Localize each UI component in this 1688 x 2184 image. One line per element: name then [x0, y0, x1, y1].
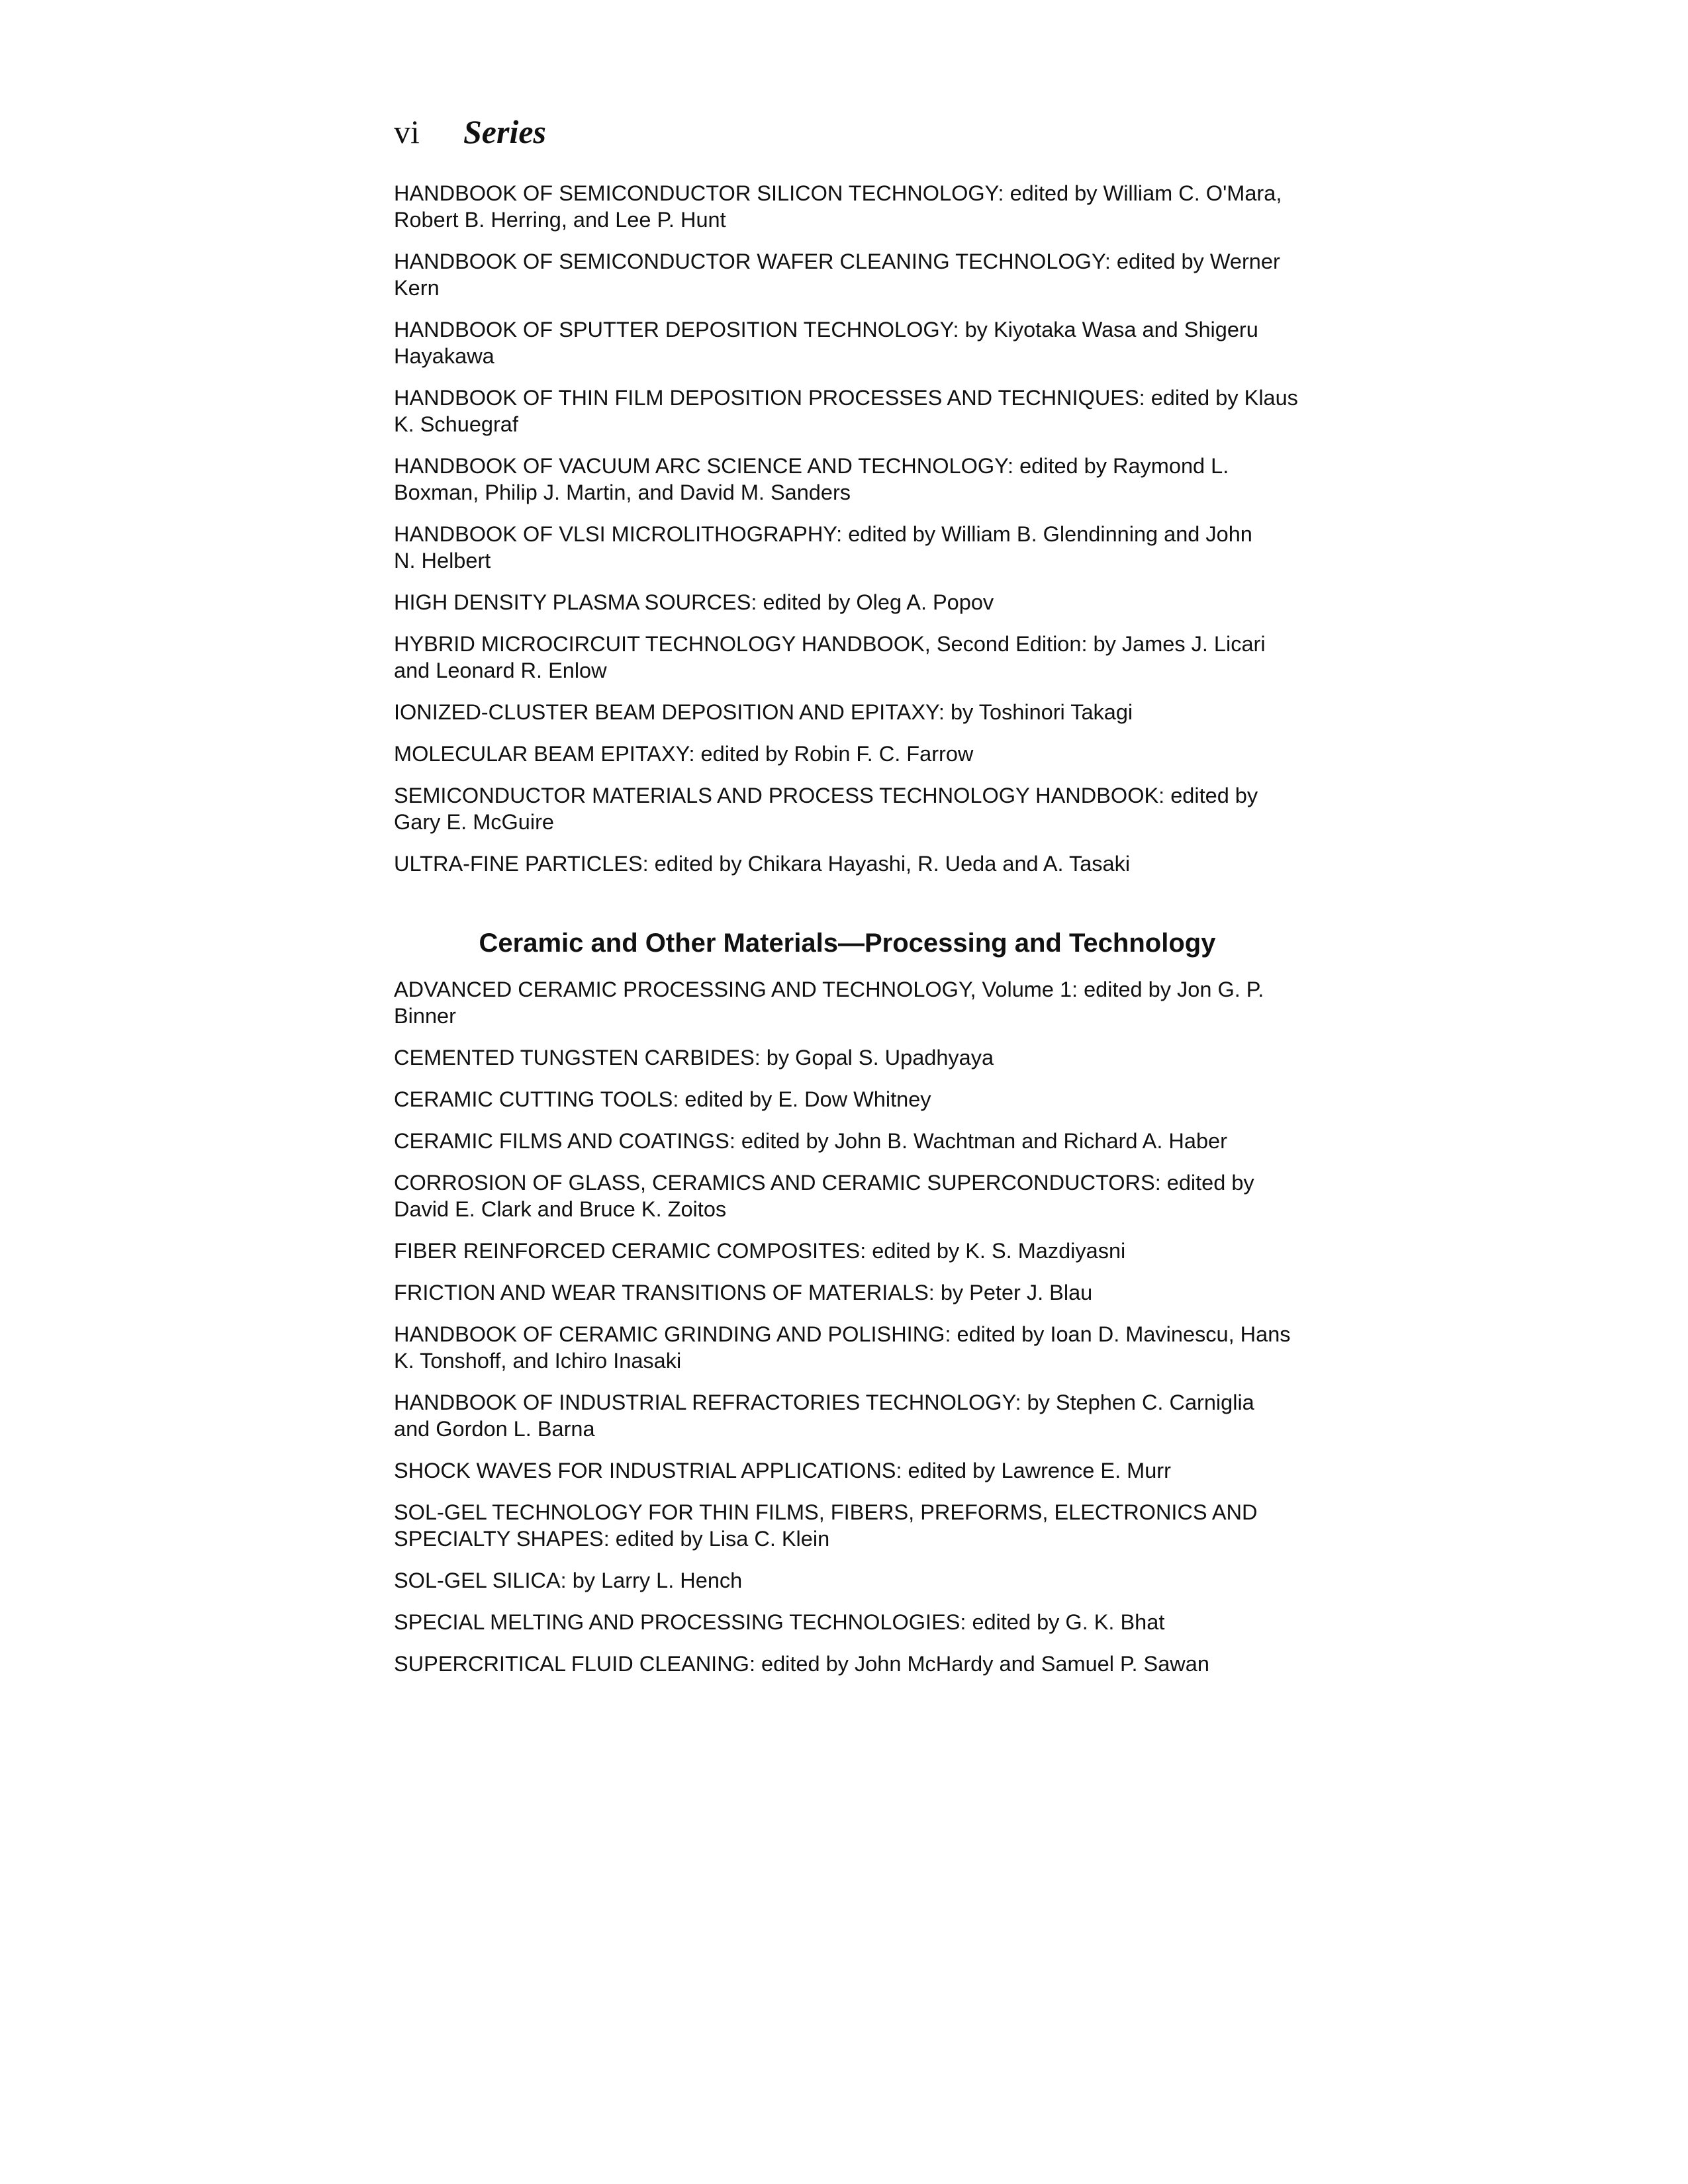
- series-entry-line: HYBRID MICROCIRCUIT TECHNOLOGY HANDBOOK, Second Edition: by James J. Licari: [394, 632, 1266, 656]
- running-head: [394, 113, 1294, 159]
- series-entry-line: CORROSION OF GLASS, CERAMICS AND CERAMIC SUPERCONDUCTORS: edited by: [394, 1171, 1254, 1195]
- series-entry: [394, 1609, 1294, 1635]
- series-entry-line: K. Tonshoff, and Ichiro Inasaki: [394, 1349, 682, 1373]
- series-entry-line: SOL-GEL SILICA: by Larry L. Hench: [394, 1569, 743, 1592]
- series-entry-line: Binner: [394, 1004, 456, 1028]
- series-entry-list: [394, 180, 1298, 877]
- series-entry: [394, 521, 1294, 574]
- series-entry-line: SPECIALTY SHAPES: edited by Lisa C. Klein: [394, 1527, 830, 1551]
- series-entry: [394, 453, 1294, 506]
- series-entry: [394, 741, 1294, 767]
- series-entry-line: SEMICONDUCTOR MATERIALS AND PROCESS TECHNOLOGY HANDBOOK: edited by: [394, 784, 1258, 807]
- series-entry-line: SPECIAL MELTING AND PROCESSING TECHNOLOGIES: edited by G. K. Bhat: [394, 1610, 1165, 1634]
- series-entry: [394, 316, 1294, 369]
- series-entry: [394, 1169, 1294, 1222]
- series-entry: [394, 1321, 1294, 1374]
- series-entry-line: HANDBOOK OF VACUUM ARC SCIENCE AND TECHNOLOGY: edited by Raymond L.: [394, 454, 1229, 478]
- series-entry-line: ULTRA-FINE PARTICLES: edited by Chikara Hayashi, R. Ueda and A. Tasaki: [394, 852, 1131, 876]
- book-page: [394, 113, 1298, 1692]
- series-entry: [394, 1499, 1294, 1552]
- series-entry: [394, 1389, 1294, 1442]
- series-entry-line: HANDBOOK OF SEMICONDUCTOR SILICON TECHNOLOGY: edited by William C. O'Mara,: [394, 181, 1282, 205]
- series-entry: [394, 1086, 1294, 1113]
- series-entry-line: HANDBOOK OF VLSI MICROLITHOGRAPHY: edited by William B. Glendinning and John: [394, 522, 1252, 546]
- series-entry-line: IONIZED-CLUSTER BEAM DEPOSITION AND EPITAXY: by Toshinori Takagi: [394, 700, 1133, 724]
- series-entry: [394, 850, 1294, 877]
- series-entry: [394, 1457, 1294, 1484]
- series-entry-line: SOL-GEL TECHNOLOGY FOR THIN FILMS, FIBERS, PREFORMS, ELECTRONICS AND: [394, 1500, 1258, 1524]
- series-entry-line: Gary E. McGuire: [394, 810, 554, 834]
- series-entry: [394, 631, 1294, 684]
- series-entry-line: CERAMIC CUTTING TOOLS: edited by E. Dow Whitney: [394, 1087, 931, 1111]
- series-entry: [394, 1651, 1294, 1677]
- series-entry-line: HANDBOOK OF INDUSTRIAL REFRACTORIES TECHNOLOGY: by Stephen C. Carniglia: [394, 1390, 1254, 1414]
- series-entry-line: FRICTION AND WEAR TRANSITIONS OF MATERIALS: by Peter J. Blau: [394, 1281, 1093, 1304]
- series-entry: [394, 385, 1298, 437]
- series-entry-line: and Leonard R. Enlow: [394, 659, 607, 682]
- series-entry-line: Kern: [394, 276, 440, 300]
- page-number: vi: [394, 113, 420, 150]
- series-entry: [394, 1044, 1294, 1071]
- series-entry-list: [394, 976, 1294, 1677]
- series-entry-line: David E. Clark and Bruce K. Zoitos: [394, 1197, 727, 1221]
- series-entry-line: ADVANCED CERAMIC PROCESSING AND TECHNOLOGY, Volume 1: edited by Jon G. P.: [394, 978, 1264, 1001]
- running-title: Series: [463, 113, 546, 150]
- series-entry: [394, 1279, 1294, 1306]
- series-entry-line: N. Helbert: [394, 549, 491, 572]
- series-entry-line: SUPERCRITICAL FLUID CLEANING: edited by John McHardy and Samuel P. Sawan: [394, 1652, 1209, 1676]
- series-listing: [394, 180, 1298, 1677]
- series-entry-line: Hayakawa: [394, 344, 494, 368]
- series-entry: [394, 589, 1294, 615]
- series-entry-line: HANDBOOK OF THIN FILM DEPOSITION PROCESSES AND TECHNIQUES: edited by Klaus: [394, 386, 1298, 410]
- series-entry: [394, 1238, 1294, 1264]
- series-entry: [394, 180, 1294, 233]
- section-heading: Ceramic and Other Materials—Processing and Technology: [479, 929, 1216, 958]
- series-entry: [394, 1128, 1294, 1154]
- series-entry-line: K. Schuegraf: [394, 412, 518, 436]
- series-entry: [394, 699, 1294, 725]
- series-entry-line: MOLECULAR BEAM EPITAXY: edited by Robin F. C. Farrow: [394, 742, 974, 766]
- series-entry-line: HANDBOOK OF SPUTTER DEPOSITION TECHNOLOGY: by Kiyotaka Wasa and Shigeru: [394, 318, 1258, 341]
- series-entry-line: FIBER REINFORCED CERAMIC COMPOSITES: edited by K. S. Mazdiyasni: [394, 1239, 1126, 1263]
- series-entry: [394, 782, 1294, 835]
- series-entry-line: and Gordon L. Barna: [394, 1417, 595, 1441]
- series-entry: [394, 1567, 1294, 1594]
- series-entry-line: HIGH DENSITY PLASMA SOURCES: edited by Oleg A. Popov: [394, 590, 994, 614]
- series-entry-line: Boxman, Philip J. Martin, and David M. Sanders: [394, 480, 851, 504]
- series-entry: [394, 248, 1294, 301]
- series-entry-line: HANDBOOK OF CERAMIC GRINDING AND POLISHING: edited by Ioan D. Mavinescu, Hans: [394, 1322, 1291, 1346]
- series-entry-line: HANDBOOK OF SEMICONDUCTOR WAFER CLEANING TECHNOLOGY: edited by Werner: [394, 250, 1280, 273]
- series-entry-line: Robert B. Herring, and Lee P. Hunt: [394, 208, 726, 232]
- series-entry-line: CERAMIC FILMS AND COATINGS: edited by John B. Wachtman and Richard A. Haber: [394, 1129, 1227, 1153]
- series-entry: [394, 976, 1294, 1029]
- series-entry-line: CEMENTED TUNGSTEN CARBIDES: by Gopal S. Upadhyaya: [394, 1046, 994, 1069]
- series-entry-line: SHOCK WAVES FOR INDUSTRIAL APPLICATIONS: edited by Lawrence E. Murr: [394, 1459, 1171, 1482]
